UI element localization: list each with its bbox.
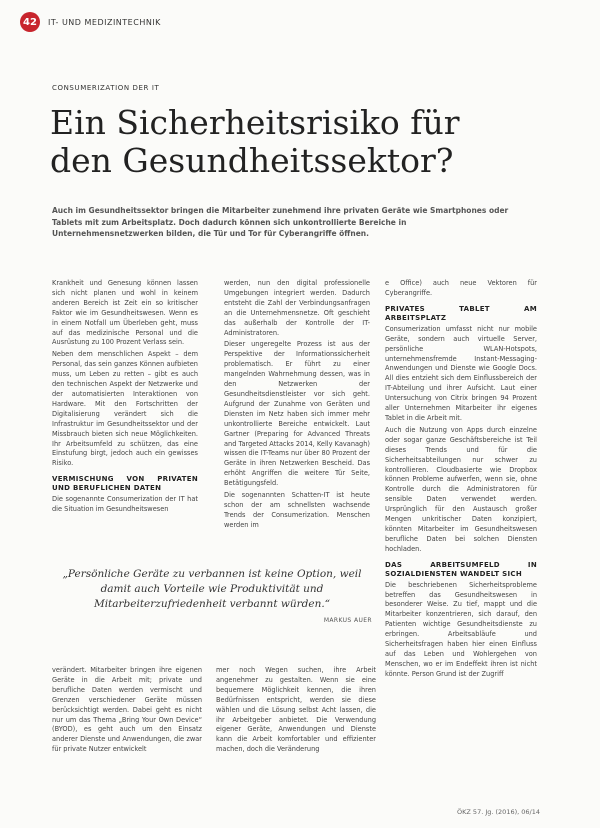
text-column-2-bottom xyxy=(216,666,376,757)
subheading: DAS ARBEITSUMFELD IN SOZIALDIENSTEN WANDELT SICH xyxy=(385,560,537,578)
paragraph: Krankheit und Genesung können lassen sich nicht planen und wohl in keinem anderen Bereich ist Zeit ein so kritischer Faktor wie im Gesundheitswesen. Wenn es in einem Notfall um Überleben geht, muss auf das medizinische Personal und die Ausrüstung zu 100 Prozent Verlass sein. xyxy=(52,279,198,347)
quote-author: MARKUS AUER xyxy=(323,617,372,624)
paragraph: verändert. Mitarbeiter bringen ihre eigenen Geräte in die Arbeit mit; private und berufliche Daten werden vermischt und Grenzen verschiedener Geräte müssen berücksichtigt werden. Dabei geht es nicht nur um das Thema „Bring Your Own Device“ (BYOD), es geht auch um den Einsatz anderer Dienste und Anwendungen, die zwar für private Nutzer entwickelt xyxy=(52,666,202,754)
paragraph: Die sogenannte Consumerization der IT hat die Situation im Gesundheitswesen xyxy=(52,495,198,514)
article-title: Ein Sicherheitsrisiko für den Gesundheitssektor? xyxy=(50,103,460,180)
text-column-3 xyxy=(385,279,537,682)
page-footer: ÖKZ 57. Jg. (2016), 06/14 xyxy=(457,808,540,816)
text-column-1-bottom xyxy=(52,666,202,757)
paragraph: werden, nun den digital professionelle Umgebungen integriert werden. Dadurch entsteht die Zahl der Verbindungsanfragen an die Unternehmensnetze. Oft geschieht das außerhalb der Kontrolle der IT-Administratoren. xyxy=(224,279,370,337)
paragraph: Die beschriebenen Sicherheitsprobleme betreffen das Gesundheitswesen in besonderer Weise. Zu tief, mappt und die Mitarbeiter konzentrieren, sich darauf, den Patienten wichtige Gesundheitsdienste zu erbringen. Arbeitsabläufe und Sicherheitsfragen haben hier einen Einfluss auf das Leben und Wohlergehen von Menschen, wo er im Endeffekt ihren ist nicht könnte. Person Grund ist der Zugriff xyxy=(385,580,537,678)
paragraph: e Office) auch neue Vektoren für Cyberangriffe. xyxy=(385,279,537,297)
subheading: PRIVATES TABLET AM ARBEITSPLATZ xyxy=(385,304,537,322)
paragraph: mer noch Wegen suchen, ihre Arbeit angenehmer zu gestalten. Wenn sie eine bequemere Möglichkeit kennen, die ihren Bedürfnissen entspricht, werden sie diese wählen und die Lösung selbst Acht lassen, die ihr Arbeitgeber anbietet. Die Verwendung eigener Geräte, Anwendungen und Dienste kann die Arbeit komfortabler und effizienter machen, doch die Veränderung xyxy=(216,666,376,754)
article-kicker: CONSUMERIZATION DER IT xyxy=(52,84,160,92)
section-label: IT- UND MEDIZINTECHNIK xyxy=(48,17,161,27)
page-header xyxy=(20,12,161,32)
article-lead: Auch im Gesundheitssektor bringen die Mitarbeiter zunehmend ihre privaten Geräte wie Smartphones oder Tablets mit zum Arbeitsplatz. Doch dadurch können sich unkontrollierte Bereiche in Unternehmensnetzwerken bilden, die Tür und Tor für Cyberangriffe öffnen. xyxy=(52,206,509,238)
text-column-2 xyxy=(224,279,370,533)
paragraph: Die sogenannten Schatten-IT ist heute schon der am schnellsten wachsende Trends der Consumerization. Menschen werden im xyxy=(224,491,370,529)
subheading: VERMISCHUNG VON PRIVATEN UND BERUFLICHEN DATEN xyxy=(52,475,198,493)
paragraph: Dieser ungeregelte Prozess ist aus der Perspektive der Informationssicherheit problematisch. Er führt zu einer mangelnden Wahrnehmung dessen, was in den Netzwerken der Gesundheitsdienstleister vor sich geht. Aufgrund der Zunahme von Geräten und Diensten im Netz haben sich immer mehr unkontrollierte Bereiche entwickelt. Laut Gartner (Preparing for Advanced Threats and Targeted Attacks 2014, Kelly Kavanagh) wissen die IT-Teams nur über 80 Prozent der Geräte in ihren Netzwerken Bescheid. Das erhöht Angriffen die weitere Tür Seite, Betätigungsfeld. xyxy=(224,340,370,488)
paragraph: Consumerization umfasst nicht nur mobile Geräte, sondern auch virtuelle Server, persönliche WLAN-Hotspots, unternehmensfremde Instant-Messaging-Anwendungen und Dienste wie Google Docs. All dies entzieht sich dem Einflussbereich der IT-Abteilung und ihrer Aufsicht. Laut einer Untersuchung von Citrix bringen 94 Prozent aller Unternehmen Mitarbeiter ihr eigenes Tablet in die Arbeit mit. xyxy=(385,324,537,422)
text-column-1 xyxy=(52,279,198,517)
page-number-badge: 42 xyxy=(20,12,40,32)
pull-quote: „Persönliche Geräte zu verbannen ist keine Option, weil damit auch Vorteile wie Produktivität und Mitarbeiterzufriedenheit verbannt würden.“ xyxy=(62,568,362,610)
paragraph: Auch die Nutzung von Apps durch einzelne oder sogar ganze Geschäftsbereiche ist Teil dieses Trends und für die Sicherheitsabteilungen nur schwer zu kontrollieren. Cloudbasierte wie Dropbox können Probleme aufwerfen, wenn sie, ohne Kontrolle durch die Administratoren für sensible Daten verwendet werden. Ursprünglich für den Austausch großer Mengen unkritischer Daten konzipiert, könnten Mitarbeiter im Gesundheitswesen berufliche Daten bei solchen Diensten hochladen. xyxy=(385,425,537,553)
paragraph: Neben dem menschlichen Aspekt – dem Personal, das sein ganzes Können aufbieten muss, um Leben zu retten – gibt es auch den technischen Aspekt der Netzwerke und der automatisierten Interaktionen von Hardware. Mit den Fortschritten der Digitalisierung verändert sich die Infrastruktur im Gesundheitssektor und der Missbrauch bieten sich neue Möglichkeiten. Ihr Arbeitsumfeld zu schützen, das eine Einstufung birgt, jedoch auch ein gewisses Risiko. xyxy=(52,350,198,468)
